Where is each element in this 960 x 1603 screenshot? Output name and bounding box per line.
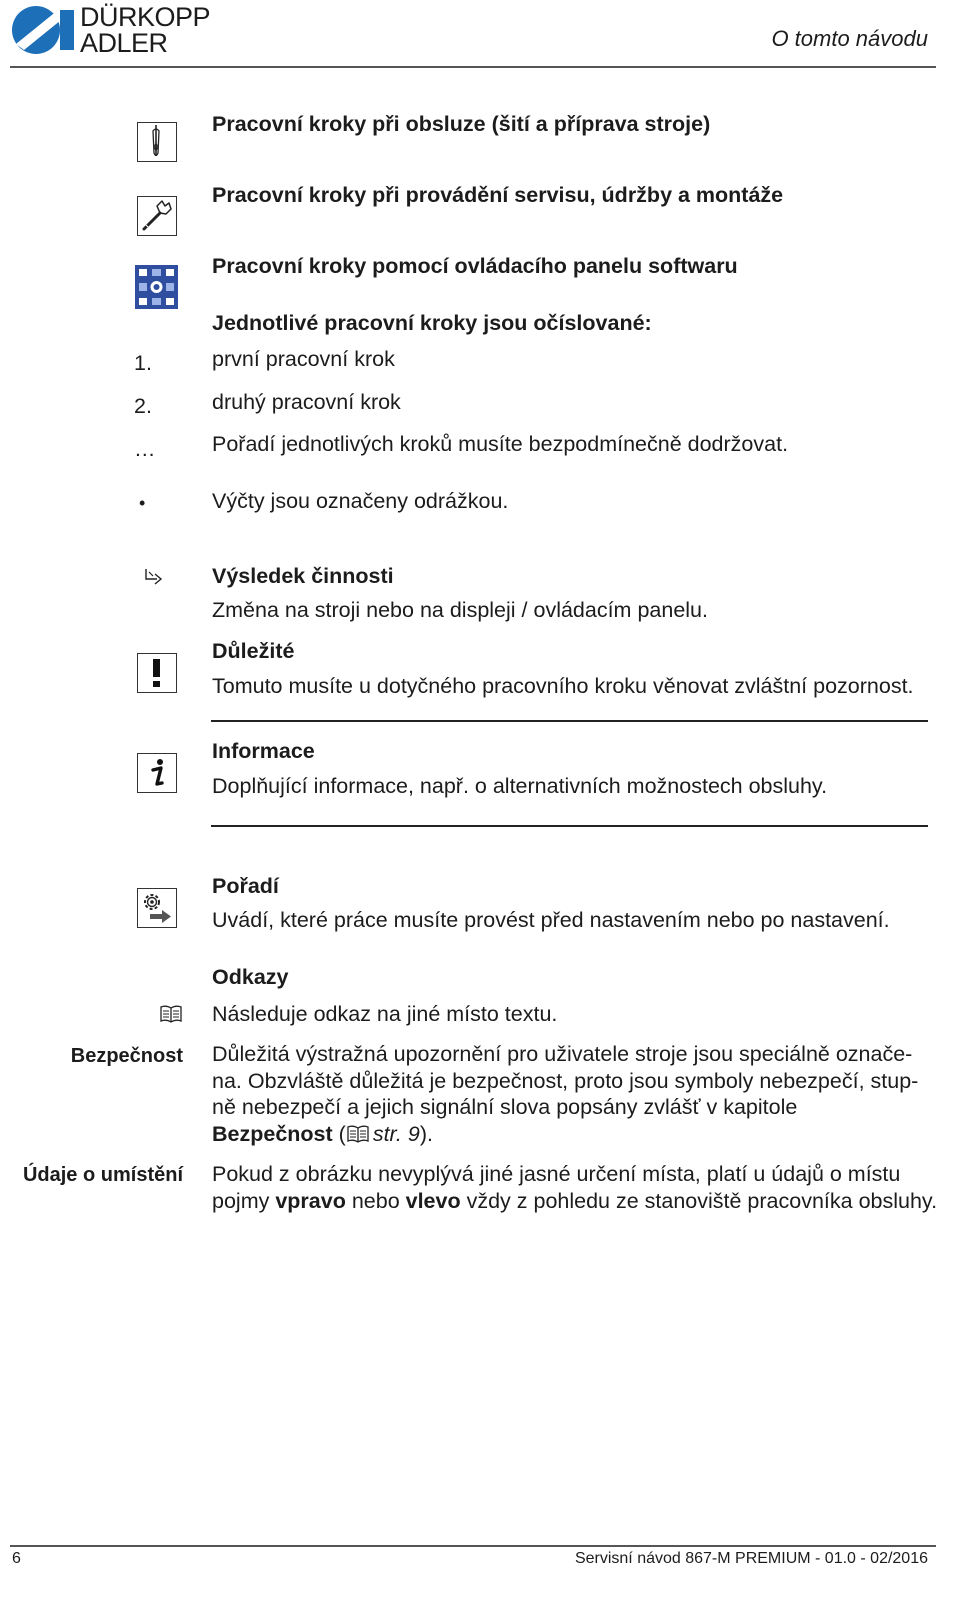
page-number: 6 — [12, 1550, 21, 1567]
numbered-heading: Jednotlivé pracovní kroky jsou očíslované: — [212, 311, 652, 335]
info-icon — [137, 753, 177, 793]
brand-logo — [10, 4, 225, 56]
info-top-rule — [211, 720, 928, 722]
step-1-marker: 1. — [134, 351, 152, 375]
safety-link-open: ( — [332, 1121, 346, 1146]
result-heading: Výsledek činnosti — [212, 564, 394, 588]
footer-rule — [10, 1545, 936, 1547]
header-rule — [10, 66, 936, 68]
brand-name-top: DÜRKOPP — [80, 2, 211, 32]
location-line-2 — [212, 1188, 938, 1215]
operation-steps: Pracovní kroky při obsluze (šití a příprava stroje) — [212, 112, 711, 136]
safety-line-1: Důležitá výstražná upozornění pro uživatele stroje jsou speciálně označe- — [212, 1042, 913, 1066]
order-note: Pořadí jednotlivých kroků musíte bezpodmínečně dodržovat. — [212, 432, 789, 456]
document-info: Servisní návod 867-M PREMIUM - 01.0 - 02/2016 — [574, 1550, 928, 1567]
safety-paragraph — [212, 1041, 934, 1147]
safety-line-2: na. Obzvláště důležitá je bezpečnost, proto jsou symboly nebezpečí, stup- — [212, 1068, 919, 1093]
logo-emblem-icon — [10, 4, 74, 56]
ellipsis-marker: … — [134, 437, 156, 461]
location-line-1: Pokud z obrázku nevyplývá jiné jasné určení místa, platí u údajů o místu — [212, 1162, 901, 1186]
safety-page-link[interactable]: str. 9 — [372, 1121, 420, 1146]
info-bottom-rule — [211, 825, 928, 827]
location-text-b: nebo — [345, 1188, 406, 1213]
bullet-text: Výčty jsou označeny odrážkou. — [212, 489, 509, 513]
needle-icon — [137, 122, 177, 162]
step-2-text: druhý pracovní krok — [212, 390, 401, 414]
location-paragraph — [212, 1161, 938, 1214]
book-icon — [347, 1125, 369, 1143]
location-text-c: vždy z pohledu ze stanoviště pracovníka obsluhy. — [460, 1188, 938, 1213]
gear-arrow-icon — [137, 888, 177, 928]
left-term: vlevo — [405, 1188, 461, 1213]
order-text: Uvádí, které práce musíte provést před nastavením nebo po nastavení. — [212, 908, 890, 932]
bullet-marker: • — [139, 493, 146, 513]
control-panel-icon — [135, 265, 178, 309]
order-heading: Pořadí — [212, 874, 279, 898]
location-label: Údaje o umístění — [22, 1164, 183, 1186]
wrench-icon — [137, 196, 177, 236]
info-heading: Informace — [212, 739, 315, 763]
safety-line-3: ně nebezpečí a jejich signální slova popsány zvlášť v kapitole — [212, 1095, 798, 1119]
software-steps: Pracovní kroky pomocí ovládacího panelu softwaru — [212, 254, 738, 278]
exclamation-icon — [137, 653, 177, 693]
safety-line-4 — [212, 1121, 934, 1148]
right-term: vpravo — [275, 1188, 346, 1213]
safety-label: Bezpečnost — [70, 1045, 183, 1067]
references-text: Následuje odkaz na jiné místo textu. — [212, 1002, 558, 1026]
section-title: O tomto návodu — [771, 26, 928, 51]
step-2-marker: 2. — [134, 394, 152, 418]
step-1-text: první pracovní krok — [212, 347, 395, 371]
references-heading: Odkazy — [212, 965, 289, 989]
result-text: Změna na stroji nebo na displeji / ovládacím panelu. — [212, 598, 708, 622]
service-steps: Pracovní kroky při provádění servisu, údržby a montáže — [212, 183, 784, 207]
book-icon — [160, 1005, 182, 1023]
important-text: Tomuto musíte u dotyčného pracovního kroku věnovat zvláštní pozornost. — [212, 674, 914, 698]
safety-chapter-name: Bezpečnost — [212, 1121, 333, 1146]
brand-name-bottom: ADLER — [80, 28, 168, 58]
important-heading: Důležité — [212, 639, 295, 663]
location-text-a: pojmy — [212, 1188, 276, 1213]
result-arrow-icon — [143, 567, 165, 587]
safety-link-close: ). — [419, 1121, 433, 1146]
info-text: Doplňující informace, např. o alternativních možnostech obsluhy. — [212, 774, 828, 798]
